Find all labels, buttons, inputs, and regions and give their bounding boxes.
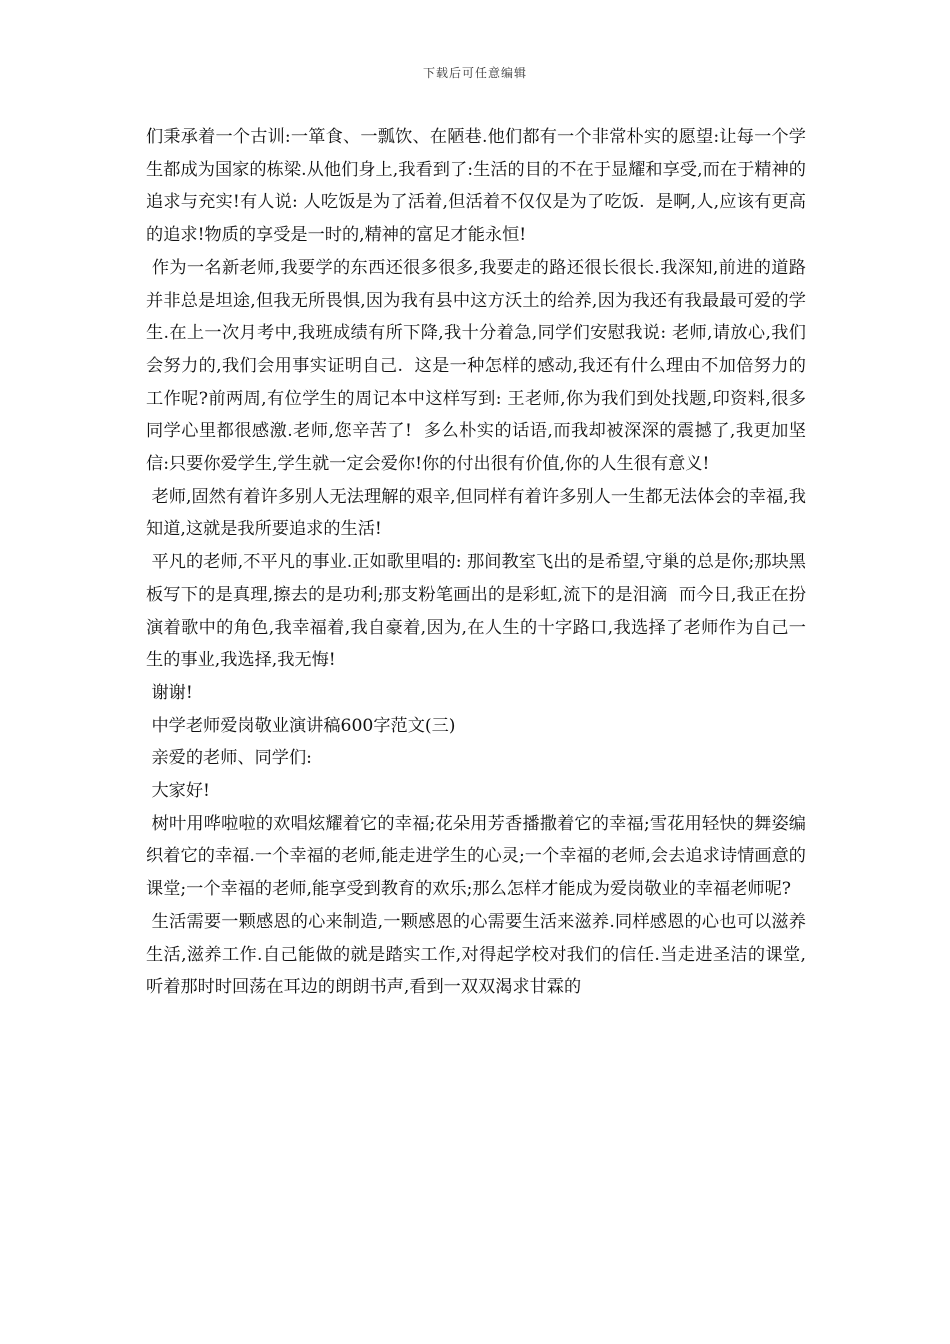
salutation: 亲爱的老师、同学们: [146,748,312,769]
paragraph-2: 作为一名新老师,我要学的东西还很多很多,我要走的路还很长很长.我深知,前进的道路并非总是坦途,但我无所畏惧,因为我有县中这方沃土的给养,因为我还有我最最可爱的学生.在上一次月考中,我班成绩有所下降,我十分着急,同学们安慰我说: 老师,请放心,我们会努力的,我们会用事实证明自己. 这是一种怎样的感动,我还有什么理由不加倍努力的工作呢?前两周,有位学生的周记本中这样写到: 王老师,你为我们到处找题,印资料,很多同学心里都很感激.老师,您辛苦了! 多么朴实的话语,而我却被深深的震撼了,我更加坚信:只要你爱学生,学生就一定会爱你!你的付出很有价值,你的人生很有意义! [146,257,806,475]
paragraph-6: 生活需要一颗感恩的心来制造,一颗感恩的心需要生活来滋养.同样感恩的心也可以滋养生活,滋养工作.自己能做的就是踏实工作,对得起学校对我们的信任.当走进圣洁的课堂,听着那时时回荡在耳边的朗朗书声,看到一双双渴求甘霖的 [146,911,806,998]
paragraph-3: 老师,固然有着许多别人无法理解的艰辛,但同样有着许多别人一生都无法体会的幸福,我知道,这就是我所要追求的生活! [146,486,806,540]
document-body [146,121,806,1004]
greeting: 大家好! [146,781,210,802]
page-header: 下载后可任意编辑 [422,66,527,80]
section-title: 中学老师爱岗敬业演讲稿600字范文(三) [146,715,456,736]
paragraph-4: 平凡的老师,不平凡的事业.正如歌里唱的: 那间教室飞出的是希望,守巢的总是你;那块黑板写下的是真理,擦去的是功利;那支粉笔画出的是彩虹,流下的是泪滴 而今日,我正在扮演着歌中的角色,我幸福着,我自豪着,因为,在人生的十字路口,我选择了老师作为自己一生的事业,我选择,我无悔! [146,552,806,671]
paragraph-5: 树叶用哗啦啦的欢唱炫耀着它的幸福;花朵用芳香播撒着它的幸福;雪花用轻快的舞姿编织着它的幸福.一个幸福的老师,能走进学生的心灵;一个幸福的老师,会去追求诗情画意的课堂;一个幸福的老师,能享受到教育的欢乐;那么怎样才能成为爱岗敬业的幸福老师呢? [146,813,806,900]
paragraph-1: 们秉承着一个古训:一箪食、一瓢饮、在陋巷.他们都有一个非常朴实的愿望:让每一个学生都成为国家的栋梁.从他们身上,我看到了:生活的目的不在于显耀和享受,而在于精神的追求与充实!有人说: 人吃饭是为了活着,但活着不仅仅是为了吃饭. 是啊,人,应该有更高的追求!物质的享受是一时的,精神的富足才能永恒! [146,127,806,246]
paragraph-thanks: 谢谢! [146,682,193,703]
